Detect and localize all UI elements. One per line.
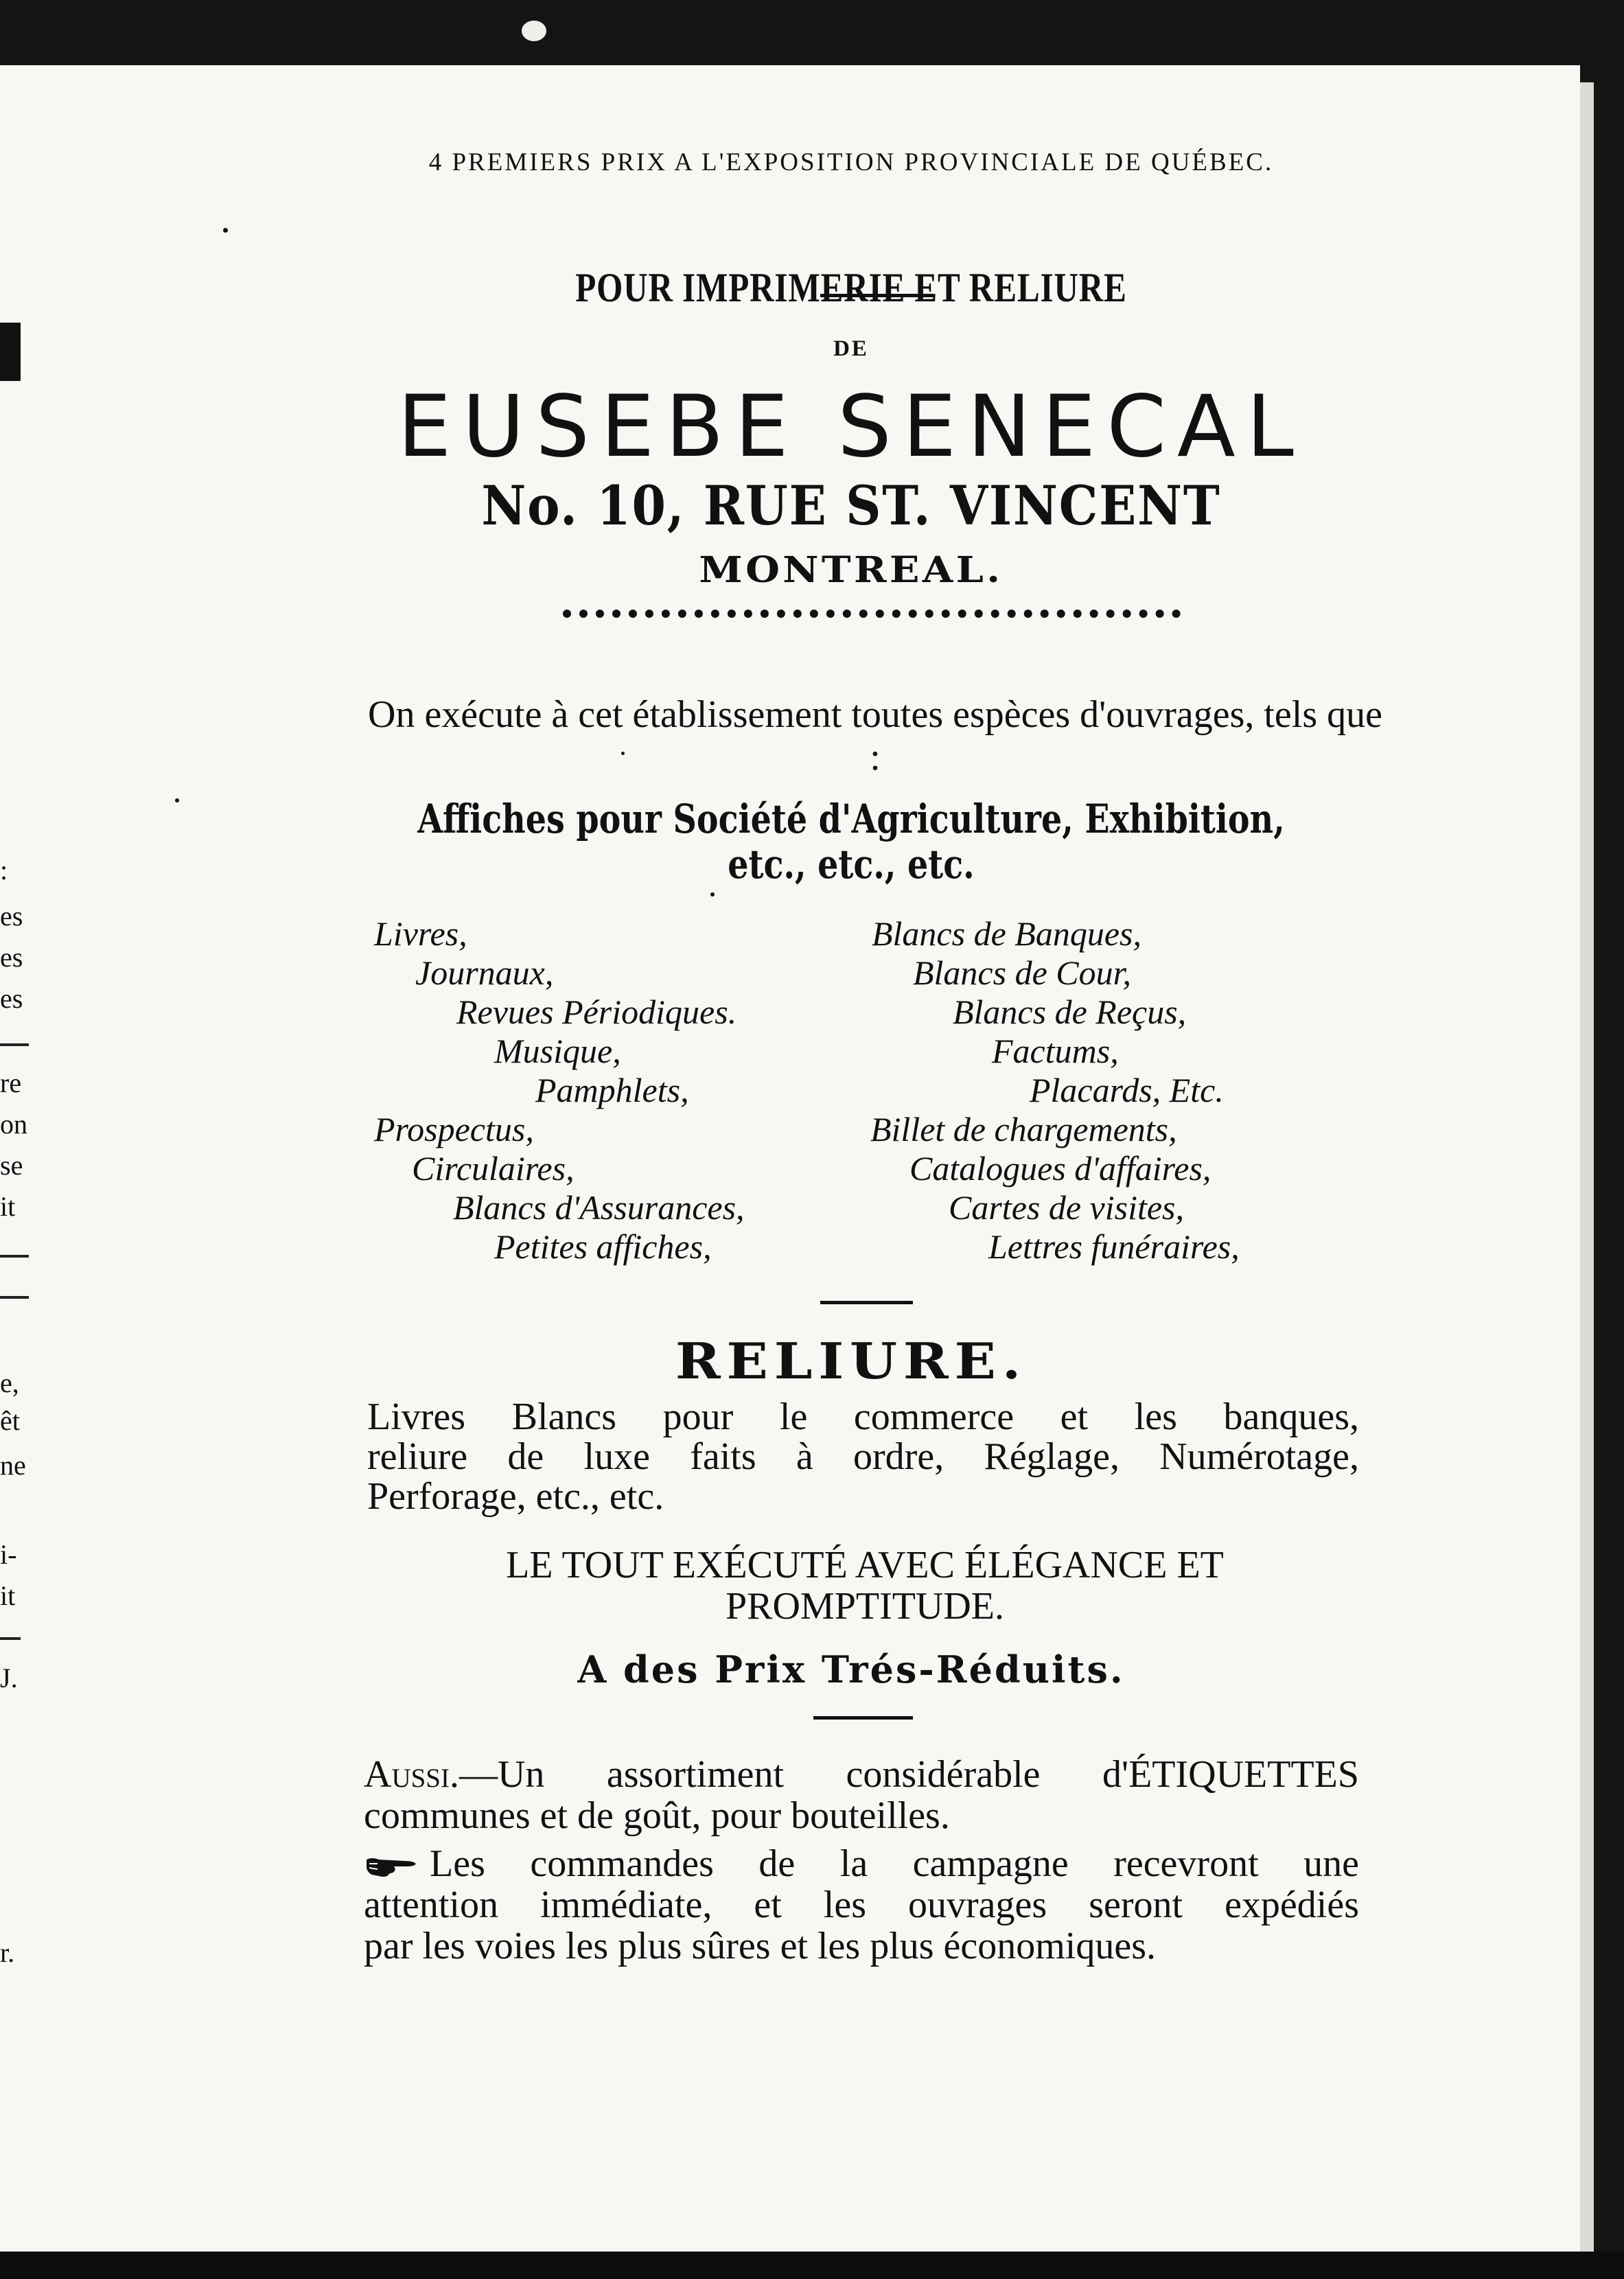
list-item-right: Catalogues d'affaires, (909, 1149, 1211, 1188)
aussi-line-1 (364, 1754, 1359, 1795)
commandes-line-2: attention immédiate, et les ouvrages seront expédiés (364, 1884, 1359, 1926)
scan-speck (710, 892, 715, 896)
prev-fragment: re (0, 1067, 22, 1098)
prev-fragment: ne (0, 1450, 26, 1481)
list-item-left: Circulaires, (412, 1149, 575, 1188)
aussi-label: Aussi. (364, 1753, 459, 1796)
prev-fragment: se (0, 1150, 23, 1181)
list-item-left: Livres, (374, 914, 467, 953)
commandes-line-1 (364, 1843, 1359, 1884)
list-item-right: Lettres funéraires, (988, 1227, 1240, 1266)
reliure-line: reliure de luxe faits à ordre, Réglage, Numérotage, (367, 1435, 1359, 1478)
list-item-left: Petites affiches, (494, 1227, 712, 1266)
aussi-text: —Un assortiment considérable d'ÉTIQUETTES (459, 1753, 1359, 1796)
list-item-right: Placards, Etc. (1030, 1071, 1224, 1109)
prev-fragment: r. (0, 1937, 15, 1968)
elegance-line-2: PROMPTITUDE. (725, 1585, 1005, 1628)
prev-fragment: : (0, 855, 8, 886)
reliure-text (367, 1397, 1359, 1516)
city: MONTREAL. (699, 549, 1004, 591)
list-item-left: Revues Périodiques. (456, 993, 737, 1031)
prev-fragment: i- (0, 1539, 17, 1570)
scan-speck (223, 228, 228, 233)
pointing-hand-icon (364, 1853, 419, 1880)
list-item-left: Journaux, (415, 953, 554, 992)
previous-page-glyph (0, 323, 21, 381)
aussi-line-2: communes et de goût, pour bouteilles. (364, 1794, 950, 1837)
reliure-line: Perforage, etc., etc. (367, 1475, 664, 1518)
list-item-right: Billet de chargements, (870, 1110, 1177, 1148)
scan-speck (522, 21, 546, 41)
awards-note: 4 PREMIERS PRIX A L'EXPOSITION PROVINCIALE DE QUÉBEC. (428, 148, 1274, 176)
scan-speck (621, 752, 625, 755)
prev-fragment: es (0, 942, 23, 973)
commandes-paragraph (364, 1843, 1359, 1967)
previous-page-margin (0, 0, 55, 2186)
de-label: DE (833, 336, 869, 361)
prev-fragment: J. (0, 1663, 18, 1693)
title-line: POUR IMPRIMERIE ET RELIURE (575, 265, 1127, 310)
scan-speck (175, 798, 179, 802)
featured-line-1: Affiches pour Société d'Agriculture, Exhibition, (417, 796, 1285, 842)
list-item-left: Blancs d'Assurances, (453, 1188, 745, 1227)
reliure-line: Livres Blancs pour le commerce et les banques, (367, 1396, 1359, 1438)
elegance-statement (384, 1545, 1345, 1627)
featured-line (401, 796, 1301, 887)
page-edge (1580, 82, 1594, 2252)
list-item-right: Blancs de Reçus, (953, 993, 1187, 1031)
commandes-line-3: par les voies les plus sûres et les plus économiques. (364, 1925, 1157, 1967)
list-item-left: Prospectus, (374, 1110, 534, 1148)
reliure-heading: RELIURE. (675, 1332, 1028, 1390)
list-item-right: Cartes de visites, (949, 1188, 1185, 1227)
list-item-left: Pamphlets, (535, 1071, 689, 1109)
prev-rule (0, 1296, 29, 1299)
prev-fragment: it (0, 1580, 16, 1611)
proprietor-name: EUSEBE SENECAL (397, 378, 1305, 476)
scan-border (0, 2252, 1624, 2279)
aussi-paragraph (364, 1754, 1359, 1836)
list-item-right: Blancs de Cour, (913, 953, 1132, 992)
intro-text: On exécute à cet établissement toutes espèces d'ouvrages, tels que : (368, 693, 1382, 778)
list-item-right: Blancs de Banques, (872, 914, 1141, 953)
featured-line-2: etc., etc., etc. (728, 841, 975, 888)
prev-fragment: it (0, 1191, 16, 1222)
prev-fragment: êt (0, 1405, 20, 1436)
prev-fragment: es (0, 901, 23, 932)
address: No. 10, RUE ST. VINCENT (481, 474, 1221, 537)
prev-rule (0, 1255, 29, 1258)
list-item-right: Factums, (992, 1032, 1119, 1070)
list-item-left: Musique, (494, 1032, 621, 1070)
elegance-line-1: LE TOUT EXÉCUTÉ AVEC ÉLÉGANCE ET (506, 1544, 1224, 1586)
prices-line: A des Prix Trés-Réduits. (577, 1647, 1125, 1691)
prev-rule (0, 1043, 29, 1046)
prev-fragment: on (0, 1109, 27, 1140)
commandes-text: Les commandes de la campagne recevront une (430, 1842, 1359, 1885)
divider (813, 1716, 913, 1720)
divider (820, 1301, 913, 1304)
prev-fragment: e, (0, 1367, 19, 1398)
prev-fragment: es (0, 983, 23, 1014)
prev-rule (0, 1637, 21, 1640)
dotted-divider (563, 610, 1181, 618)
